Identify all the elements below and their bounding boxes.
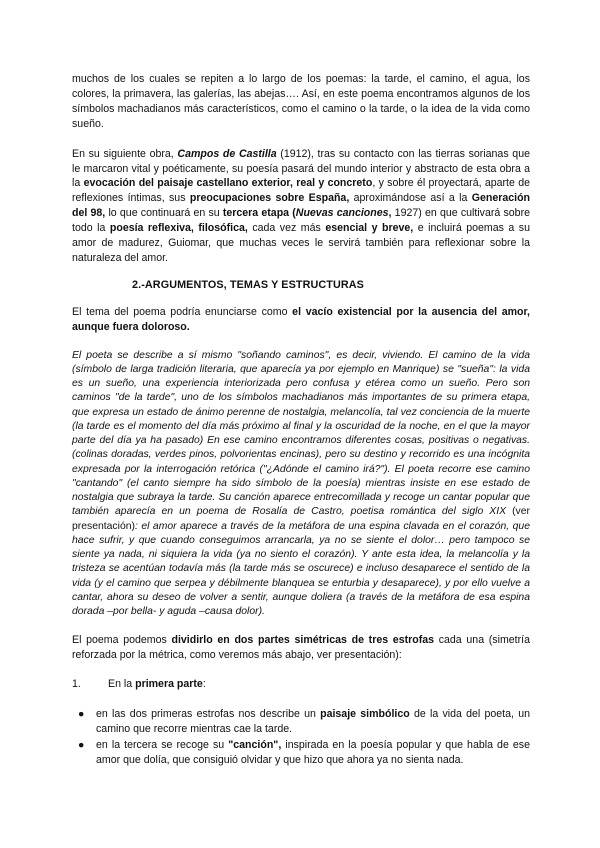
text-run: cada una (simetría reforzada por la métrica, como veremos más abajo, ver presentación): [72, 634, 530, 662]
bold-run: dividirlo en dos partes simétricas de tres estrofas [171, 634, 435, 647]
text-run: , y sobre él proyectará, aparte de reflexiones íntimas, sus [72, 177, 530, 205]
intro-text: muchos de los cuales se repiten a lo largo de los poemas: la tarde, el camino, el agua, los colores, la primavera, las galerías, las abejas…. Así, en este poema encontramos algunos de los símbolos machadianos más característicos, como el camino o la tarde, o la idea de la vida como sueño. [72, 73, 530, 130]
text-run: En su siguiente obra, [72, 147, 178, 160]
list-item [72, 738, 530, 768]
bold-run: tercera etapa ( [222, 207, 296, 220]
bullet-list [72, 707, 530, 768]
analysis-paragraph [72, 349, 530, 620]
campos-paragraph [72, 147, 530, 266]
bold-run: esencial y breve, [325, 222, 414, 235]
list-number: 1. [72, 678, 81, 691]
intro-paragraph [72, 72, 530, 132]
bold-run: evocación del paisaje castellano exterior, real y concreto [83, 177, 373, 190]
bold-run: preocupaciones sobre España, [189, 192, 350, 205]
list-item [72, 707, 530, 737]
text-run: El tema del poema podría enunciarse como [72, 305, 293, 318]
text-run: aproximándose así a la [349, 192, 472, 205]
text-run: : [202, 678, 206, 691]
work-title-nuevas-canciones: Nuevas canciones [295, 207, 389, 220]
numbered-item-text [108, 677, 206, 692]
normal-run: (ver presentación) [72, 506, 530, 532]
text-run: en la tercera se recoge su [96, 739, 229, 752]
bold-run: paisaje simbólico [320, 708, 410, 721]
bold-run: el vacío existencial por la ausencia del amor, aunque fuera doloroso. [72, 305, 530, 333]
numbered-item [72, 677, 530, 692]
italic-run: : el amor aparece a través de la metáfora de una espina clavada en el corazón, que hace sufrir, y que cuando conseguimos arrancarla, ya no se siente el dolor… pero tampoco se siente ya nada, ni siquiera la vida (ya no siento el corazón). Y ante esta idea, la melancolía y la tristeza se acentúan todavía más (la tarde más se oscurece) e incluso desaparece el sentido de la vida (y el camino que serpea y débilmente blanquea se enturbia y desaparece), y por ello vuelve a cantar, ahora su deseo de volver a sentir, aunque doliera (a través de la metáfora de esa espina dorada –por bella- y aguda –causa dolor). [72, 520, 530, 618]
text-run: de la vida del poeta, un camino que recorre mientras cae la tarde. [96, 708, 530, 736]
text-run: inspirada en la poesía popular y que habla de ese amor que dolía, que consiguió olvidar y que hizo que ahora ya no sienta nada. [96, 739, 530, 766]
theme-paragraph [72, 305, 530, 335]
bold-run: poesía reflexiva, filosófica, [109, 222, 248, 235]
bold-run: primera parte [135, 678, 203, 691]
bold-run: "canción", [228, 739, 282, 752]
text-run: e incluirá poemas a su amor de madurez, Guiomar, que muchas veces le servirá también para reflexionar sobre la naturaleza del amor. [72, 222, 530, 264]
text-run: (1912), tras su contacto con las tierras sorianas que le marcaron vital y poéticamente, su poesía pasará del mundo interior y abstracto de esta obra a la [72, 147, 530, 190]
section-heading: 2.-ARGUMENTOS, TEMAS Y ESTRUCTURAS [132, 278, 364, 291]
bullet-icon: ● [78, 739, 85, 752]
text-run: cada vez más [247, 222, 326, 235]
bold-run: Generación del 98, [72, 192, 531, 220]
work-title-campos: Campos de Castilla [177, 147, 277, 160]
italic-run: El poeta se describe a sí mismo "soñando caminos", es decir, viviendo. El camino de la vida (símbolo de larga tradición literaria, que aparecía ya por ejemplo en Manrique) se "sueña": la vida es un sueño, una experiencia interiorizada pero confusa y etérea como un sueño. Pero son caminos "de la tarde", uno de los símbolos machadianos más importantes de su primera etapa, que expresa un estado de ánimo perenne de nostalgia, melancolía, tal vez conciencia de la muerte (la tarde es el momento del día más próximo al final y la oscuridad de la noche, en el que la mayor parte del día ya ha pasado) En ese camino encontramos diferentes cosas, positivas o negativas. (colinas doradas, verdes pinos, polvorientas encinas), pero su destino y recorrido es una incógnita expresada por la interrogación retórica ("¿Adónde el camino irá?"). El poeta recorre ese camino "cantando" (el canto siempre ha sido símbolo de la poesía) mientras insiste en ese estado de nostalgia que subraya la tarde. Su canción aparece entrecomillada y recoge un cantar popular que también aparecía en un poema de Rosalía de Castro, poetisa romántica del siglo XIX [72, 349, 530, 518]
text-run: en las dos primeras estrofas nos describe un [96, 708, 321, 721]
bullet-icon: ● [78, 708, 85, 721]
structure-paragraph [72, 633, 530, 663]
text-run: 1927) en que cultivará sobre todo la [72, 207, 530, 235]
document-page [72, 72, 530, 769]
text-run: El poema podemos [72, 634, 172, 647]
text-run: En la [108, 678, 136, 691]
text-run: lo que continuará en su [105, 207, 223, 220]
bold-run: , [388, 207, 392, 220]
